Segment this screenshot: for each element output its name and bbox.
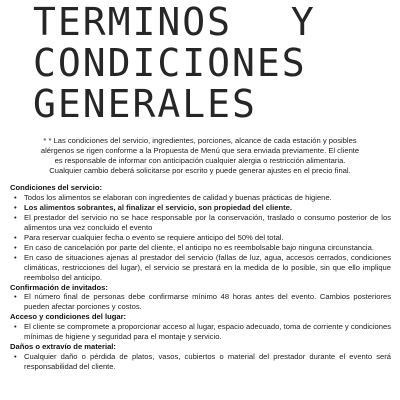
section-heading-venue-access: Acceso y condiciones del lugar: xyxy=(10,312,127,322)
list-item: • Para reservar cualquier fecha o evento se requiere anticipo del 50% del total. xyxy=(24,233,391,243)
venue-access-list xyxy=(10,322,391,342)
title-line-2: CONDICIONES xyxy=(33,41,307,85)
list-item: • Todos los alimentos se elaboran con ingredientes de calidad y buenas prácticas de higiene. xyxy=(24,193,391,203)
service-conditions-list xyxy=(10,193,391,283)
section-heading-service-conditions: Condiciones del servicio: xyxy=(10,183,102,192)
document-title xyxy=(33,2,393,125)
list-item: • Los alimentos sobrantes, al finalizar el servicio, son propiedad del cliente. xyxy=(24,203,391,213)
guest-confirmation-list xyxy=(10,292,391,312)
section-heading-damage-loss: Daños o extravío de material: xyxy=(10,342,116,352)
title-line-3: GENERALES xyxy=(33,82,257,126)
list-item: • Cualquier daño o pérdida de platos, vasos, cubiertos o material del prestador durante el evento será responsabilidad del cliente. xyxy=(24,352,391,372)
title-line-1: TERMINOS Y xyxy=(33,0,316,44)
list-item: • El prestador del servicio no se hace responsable por la conservación, traslado o consumo posterior de los alimentos una vez concluido el evento xyxy=(24,213,391,233)
list-item: • En caso de cancelación por parte del cliente, el anticipo no es reembolsable bajo ninguna circunstancia. xyxy=(24,243,391,253)
list-item: • El número final de personas debe confirmarse mínimo 48 horas antes del evento. Cambios posteriores pueden afectar porciones y costos. xyxy=(24,292,391,312)
list-item: • El cliente se compromete a proporcionar acceso al lugar, espacio adecuado, toma de corriente y condiciones mínimas de higiene y seguridad para el montaje y servicio. xyxy=(24,322,391,342)
terms-body xyxy=(10,183,391,372)
damage-loss-list xyxy=(10,352,391,372)
section-heading-guest-confirmation: Confirmación de invitados: xyxy=(10,282,108,292)
intro-paragraph: * * Las condiciones del servicio, ingredientes, porciones, alcance de cada estación y posibles alérgenos se rigen conforme a la Propuesta de Menú que sera enviada previamente. El cliente es responsable de informar con anticipación cualquier alergia o restricción alimentaria. Cualquier cambio deberá solicitarse por escrito y puede generar ajustes en el precio final. xyxy=(40,135,360,175)
list-item: • En caso de situaciones ajenas al prestador del servicio (fallas de luz, agua, accesos cerrados, condiciones climáticas, restricciones del lugar), el servicio se prestará en la medida de lo posible, sin que ello implique reembolso del anticipo. xyxy=(24,253,391,283)
